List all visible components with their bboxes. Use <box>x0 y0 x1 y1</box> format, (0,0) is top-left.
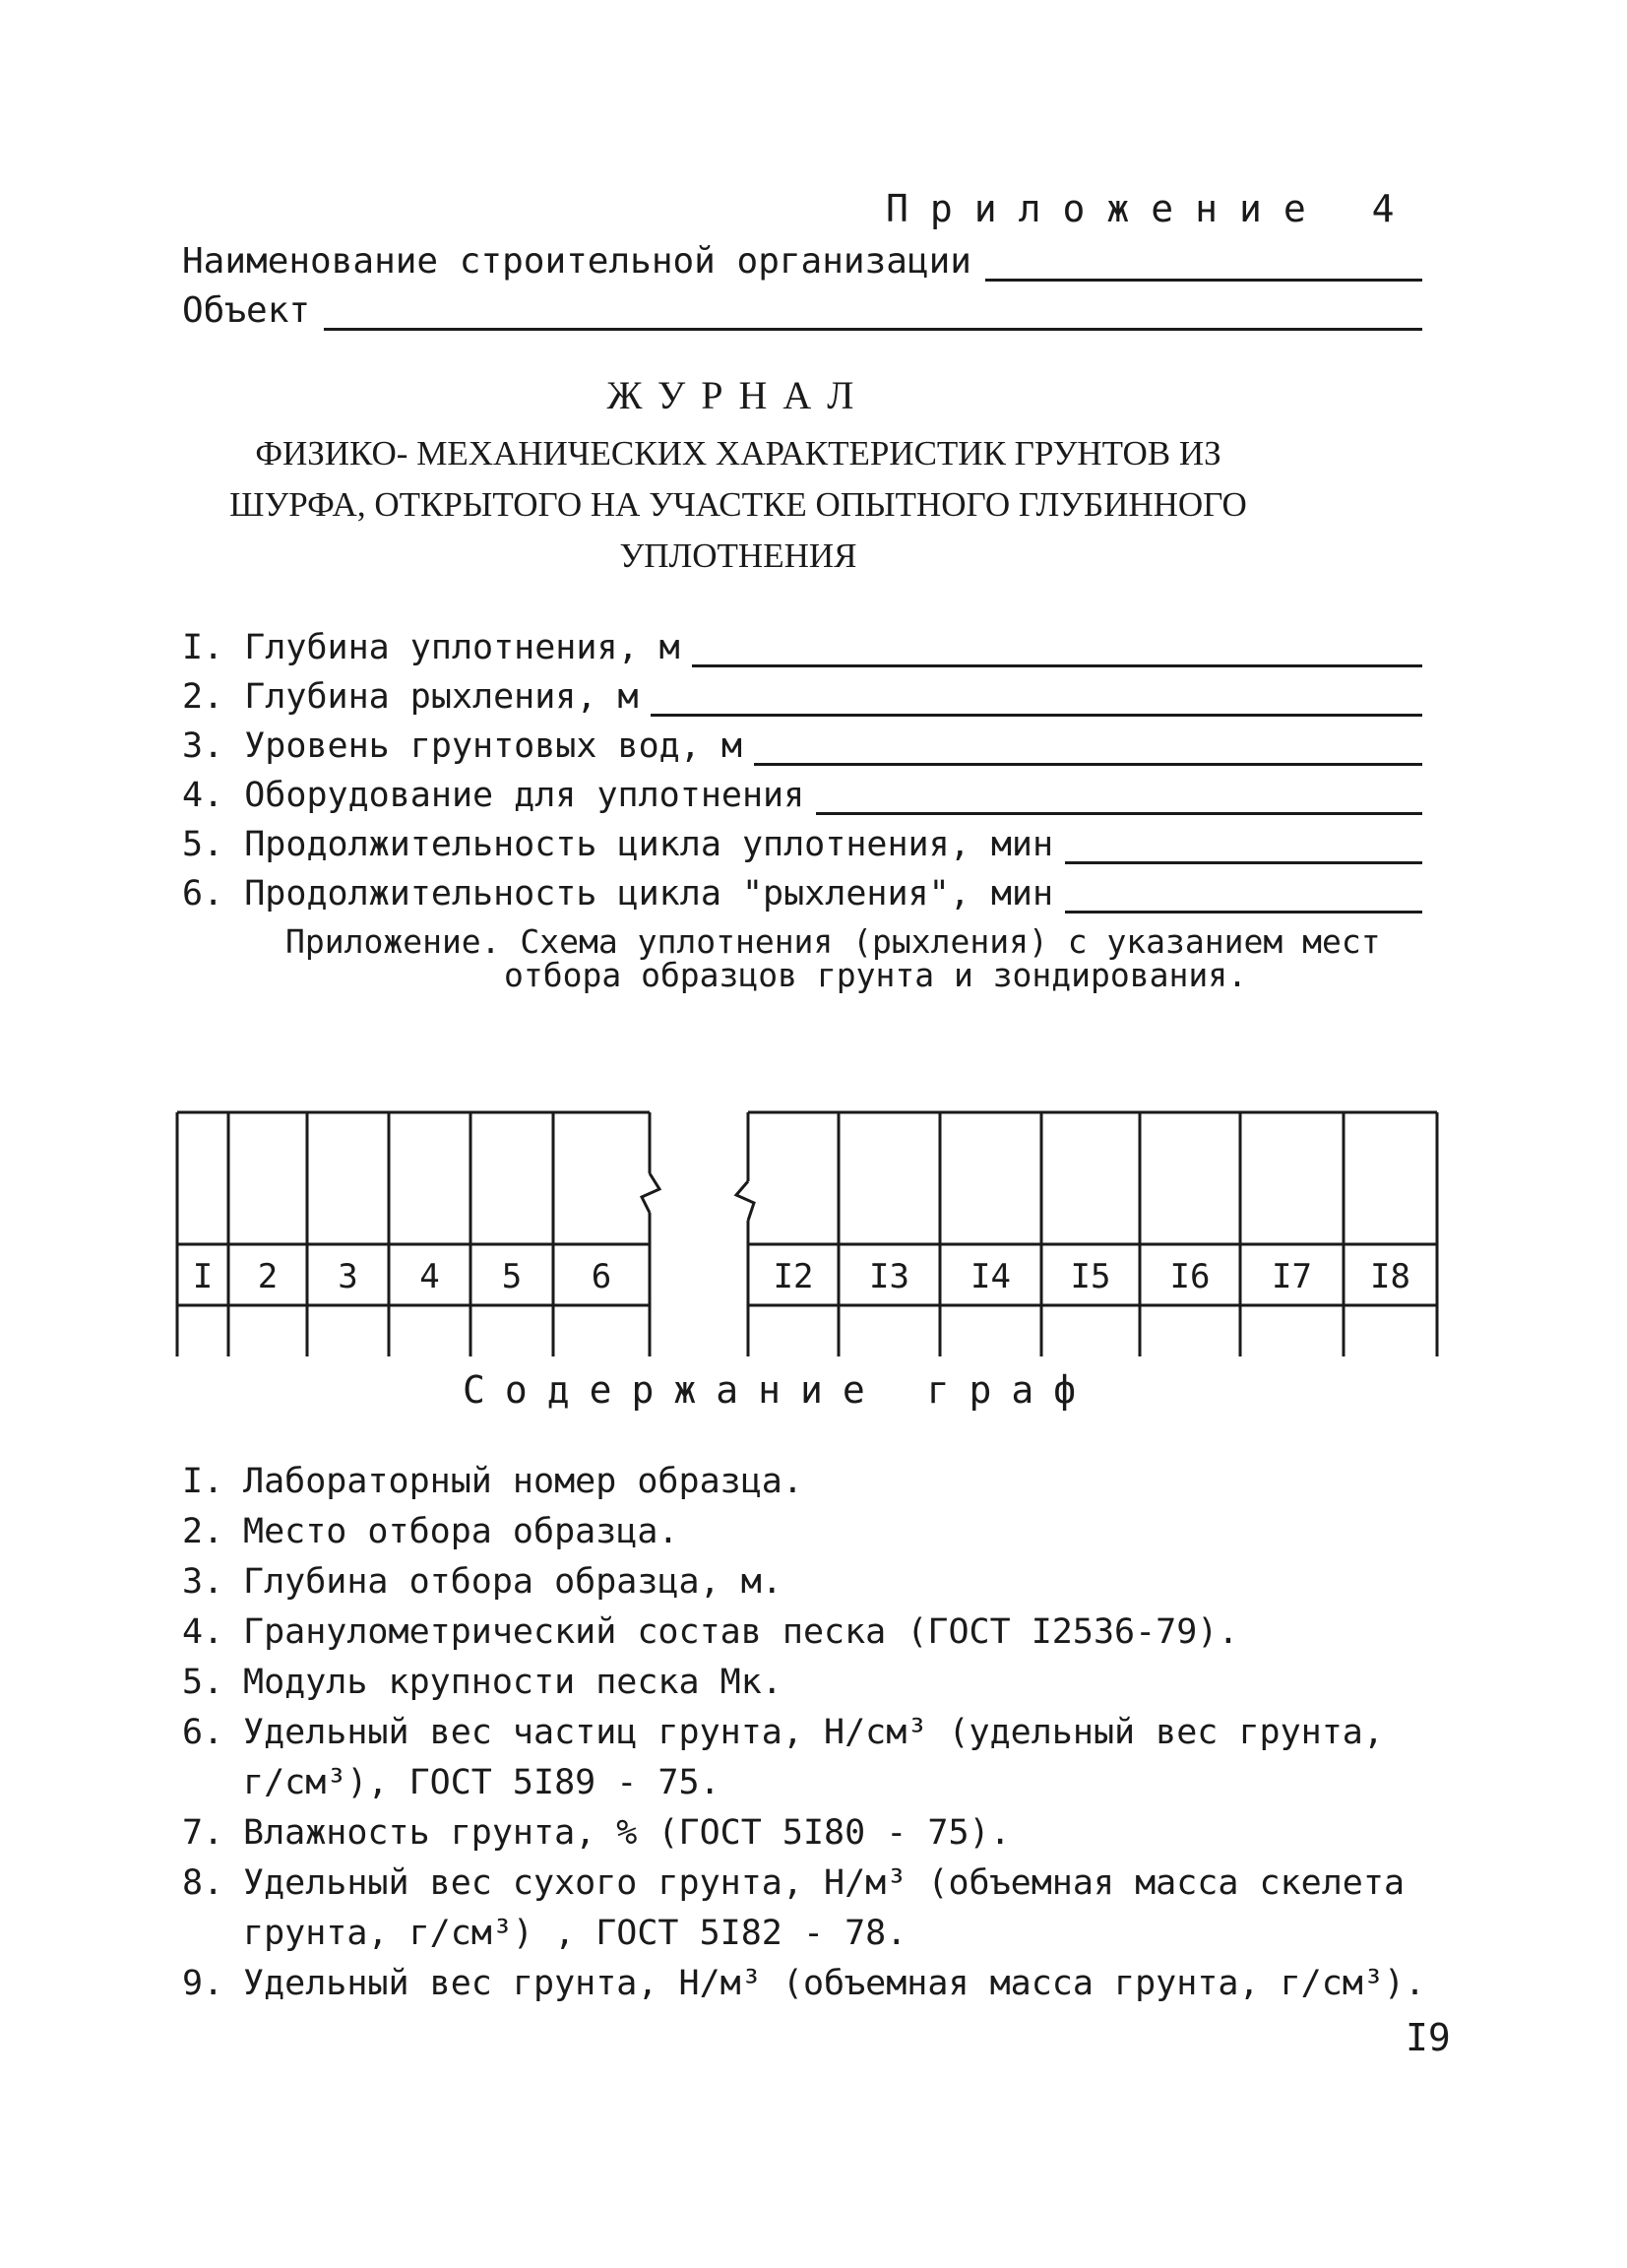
journal-title: ЖУРНАЛ <box>606 373 870 417</box>
page-number: I9 <box>1406 2016 1451 2059</box>
list-item: 4. Гранулометрический состав песка (ГОСТ I2536-79). <box>182 1612 1239 1652</box>
column-number: I4 <box>970 1257 1011 1296</box>
break-mark <box>736 1181 754 1221</box>
field-label: I. Глубина уплотнения, м <box>182 628 680 667</box>
field-label: 4. Оборудование для уплотнения <box>182 776 805 815</box>
field-label: 6. Продолжительность цикла "рыхления", мин <box>182 874 1054 914</box>
list-item: 3. Глубина отбора образца, м. <box>182 1562 782 1602</box>
journal-subtitle: ФИЗИКО- МЕХАНИЧЕСКИХ ХАРАКТЕРИСТИК ГРУНТОВ ИЗ ШУРФА, ОТКРЫТОГО НА УЧАСТКЕ ОПЫТНОГО ГЛУБИННОГО УПЛОТНЕНИЯ <box>229 434 1247 575</box>
column-number: 3 <box>338 1257 358 1296</box>
appendix-label: Приложение 4 <box>886 187 1416 230</box>
list-item: 8. Удельный вес сухого грунта, Н/м³ (объемная масса скелета грунта, г/см³) , ГОСТ 5I82 - 78. <box>182 1863 1406 1953</box>
list-item: I. Лабораторный номер образца. <box>182 1462 803 1501</box>
list-item: 6. Удельный вес частиц грунта, Н/см³ (удельный вес грунта, г/см³), ГОСТ 5I89 - 75. <box>182 1713 1384 1802</box>
column-number: 2 <box>257 1257 279 1296</box>
column-number: I8 <box>1370 1257 1410 1296</box>
field-label: 5. Продолжительность цикла уплотнения, мин <box>182 825 1054 864</box>
list-item: 9. Удельный вес грунта, Н/м³ (объемная масса грунта, г/см³). <box>182 1964 1426 2003</box>
list-item: 7. Влажность грунта, % (ГОСТ 5I80 - 75). <box>182 1813 1011 1853</box>
column-number: I3 <box>869 1257 909 1296</box>
column-number: 4 <box>419 1257 440 1296</box>
column-number: I6 <box>1169 1257 1211 1296</box>
column-number: 6 <box>591 1257 612 1296</box>
column-number: I <box>192 1257 214 1296</box>
column-number: I7 <box>1272 1257 1312 1296</box>
list-item: 5. Модуль крупности песка Мк. <box>182 1663 782 1702</box>
column-number: I2 <box>773 1257 814 1296</box>
field-label: 3. Уровень грунтовых вод, м <box>182 726 742 766</box>
object-label: Объект <box>182 290 311 331</box>
break-mark <box>642 1173 659 1213</box>
field-label: 2. Глубина рыхления, м <box>182 677 639 717</box>
organization-label: Наименование строительной организации <box>182 241 971 282</box>
list-item: 2. Место отбора образца. <box>182 1512 679 1551</box>
columns-contents-list <box>182 1457 1442 2009</box>
note-line-2: отбора образцов грунта и зондирования. <box>504 956 1247 994</box>
columns-heading: Содержание граф <box>463 1368 1096 1412</box>
column-number: 5 <box>501 1257 523 1296</box>
column-number: I5 <box>1070 1257 1111 1296</box>
note-line-1: Приложение. Схема уплотнения (рыхления) с указанием мест <box>285 922 1381 961</box>
